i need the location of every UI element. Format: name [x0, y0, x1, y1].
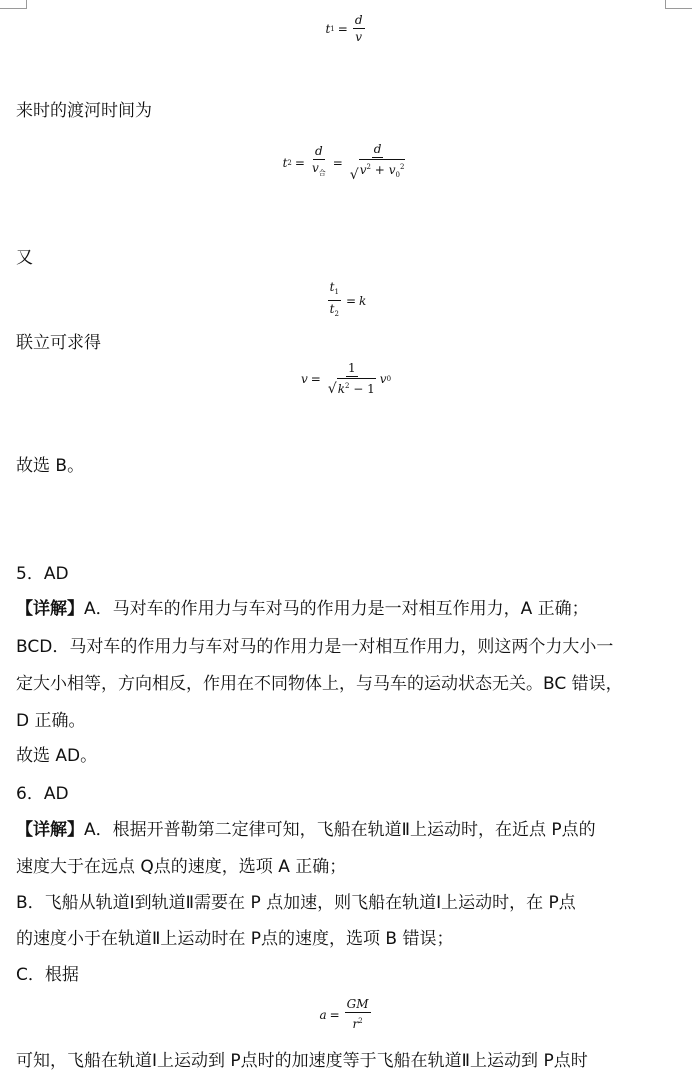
question-5-line-4: D 正确。 — [16, 711, 86, 731]
equation-acceleration: a = $\frac{GM}{r^2}$ — [319, 997, 369, 1031]
question-6-line-1: 【详解】A．根据开普勒第二定律可知，飞船在轨道Ⅱ上运动时，在近点 P点的 — [16, 820, 596, 840]
equation-t2: t 2 = $\frac{d}{v_合}$ = d √ $v^2 + v_0^2$ — [282, 142, 405, 183]
question-5-line-1: 【详解】A．马对车的作用力与车对马的作用力是一对相互作用力，A 正确； — [16, 599, 589, 619]
page-corner-mark-right — [665, 0, 692, 9]
fraction-d-over-v: $\frac{d}{v}$ — [354, 13, 363, 44]
question-5-line-5: 故选 AD。 — [16, 746, 98, 766]
equation-v: v = 1 √ $k^2 - 1$ v 0 — [300, 361, 392, 397]
equation-ratio: $\frac{t_1}{t_2}$ = k — [329, 280, 367, 318]
question-5-number: 5．AD — [16, 564, 69, 584]
question-6-line-3: B．飞船从轨道Ⅰ到轨道Ⅱ需要在 P 点加速，则飞船在轨道Ⅰ上运动时，在 P点 — [16, 893, 576, 913]
question-6-line-2: 速度大于在远点 Q点的速度，选项 A 正确； — [16, 857, 347, 877]
text-lianli: 联立可求得 — [16, 333, 101, 353]
question-6-line-5: C．根据 — [16, 965, 79, 985]
question-6-line-4: 的速度小于在轨道Ⅱ上运动时在 P点的速度，选项 B 错误； — [16, 929, 454, 949]
question-6-line-6: 可知，飞船在轨道Ⅰ上运动到 P点时的加速度等于飞船在轨道Ⅱ上运动到 P点时 — [16, 1051, 588, 1071]
question-6-number: 6．AD — [16, 784, 69, 804]
text-choose-b: 故选 B。 — [16, 456, 85, 476]
question-5-line-2: BCD．马对车的作用力与车对马的作用力是一对相互作用力，则这两个力大小一 — [16, 637, 614, 657]
text-you: 又 — [16, 248, 33, 268]
question-5-line-3: 定大小相等，方向相反，作用在不同物体上，与马车的运动状态无关。BC 错误， — [16, 674, 623, 694]
text-return-time: 来时的渡河时间为 — [16, 101, 152, 121]
equation-t1: t 1 = $\frac{d}{v}$ — [325, 13, 363, 44]
page-corner-mark-left — [0, 0, 27, 9]
